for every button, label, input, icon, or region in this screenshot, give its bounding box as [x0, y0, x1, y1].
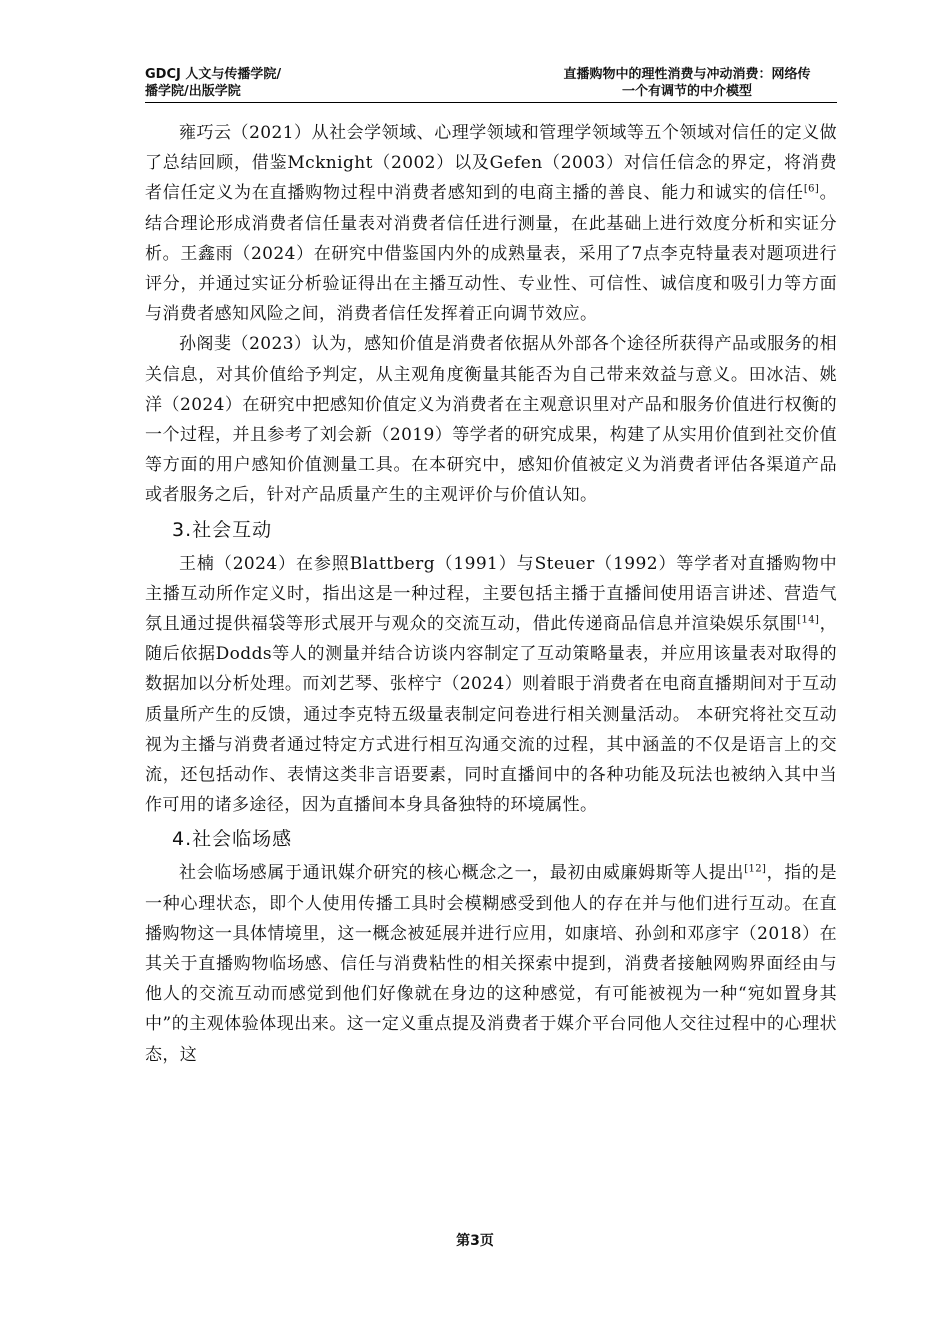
paragraph-perceived-value: 孙阁斐（2023）认为，感知价值是消费者依据从外部各个途径所获得产品或服务的相关信息，对其价值给予判定，从主观角度衡量其能否为自己带来效益与意义。田冰洁、姚洋（2024）在研究中把感知价值定义为消费者在主观意识里对产品和服务价值进行权衡的一个过程，并且参考了刘会新（2019）等学者的研究成果，构建了从实用价值到社交价值等方面的用户感知价值测量工具。在本研究中，感知价值被定义为消费者评估各渠道产品或者服务之后，针对产品质量产生的主观评价与价值认知。	[145, 334, 837, 506]
paragraph-trust-text-b: 。结合理论形成消费者信任量表对消费者信任进行测量，在此基础上进行效度分析和实证分析。王鑫雨（2024）在研究中借鉴国内外的成熟量表，采用了7点李克特量表对题项进行评分，并通过实证分析验证得出在主播互动性、专业性、可信性、诚信度和吸引力等方面与消费者感知风险之间，消费者信任发挥着正向调节效应。	[145, 183, 837, 325]
header-institution	[145, 66, 325, 100]
paragraph-presence-text-b: ，指的是一种心理状态，即个人使用传播工具时会模糊感受到他人的存在并与他们进行互动。在直播购物这一具体情境里，这一概念被延展并进行应用，如康培、孙剑和邓彦宇（2018）在其关于直播购物临场感、信任与消费粘性的相关探索中提到，消费者接触网购界面经由与他人的交流互动而感觉到他们好像就在身边的这种感觉，有可能被视为一种“宛如置身其中”的主观体验体现出来。这一定义重点提及消费者于媒介平台同他人交往过程中的心理状态，这	[145, 863, 837, 1065]
paragraph-trust	[145, 118, 837, 329]
paragraph-social-presence	[145, 858, 837, 1069]
paragraph-trust-text-a: 雍巧云（2021）从社会学领域、心理学领域和管理学领域等五个领域对信任的定义做了总结回顾，借鉴Mcknight（2002）以及Gefen（2003）对信任信念的界定，将消费者信任定义为在直播购物过程中消费者感知到的电商主播的善良、能力和诚实的信任	[145, 123, 837, 204]
paragraph-interaction-text-a: 王楠（2024）在参照Blattberg（1991）与Steuer（1992）等学者对直播购物中主播互动所作定义时，指出这是一种过程，主要包括主播于直播间使用语言讲述、营造气氛且通过提供福袋等形式展开与观众的交流互动，借此传递商品信息并渲染娱乐氛围	[145, 553, 837, 635]
citation-ref-6: [6]	[803, 183, 820, 195]
page-header	[145, 66, 837, 103]
paragraph-interaction-text-b: ，随后依据Dodds等人的测量并结合访谈内容制定了互动策略量表，并应用该量表对取得的数据加以分析处理。而刘艺琴、张梓宁（2024）则着眼于消费者在电商直播期间对于互动质量所产生的反馈，通过李克特五级量表制定问卷进行相关测量活动。 本研究将社交互动视为主播与消费者通过特定方式进行相互沟通交流的过程，其中涵盖的不仅是语言上的交流，还包括动作、表情这类非言语要素，同时直播间中的各种功能及玩法也被纳入其中当作可用的诸多途径，因为直播间本身具备独特的环境属性。	[145, 614, 837, 816]
page-number: 第3页	[456, 1233, 494, 1249]
paragraph-presence-text-a: 社会临场感属于通讯媒介研究的核心概念之一，最初由威廉姆斯等人提出	[179, 863, 745, 884]
header-title-line1: 直播购物中的理性消费与冲动消费：网络传	[563, 67, 811, 82]
section-heading-social-presence: 4.社会临场感	[172, 828, 293, 851]
body-text	[145, 118, 837, 1070]
header-paper-title	[537, 66, 837, 100]
header-institution-line2: 播学院/出版学院	[145, 84, 241, 99]
citation-ref-14: [14]	[797, 614, 820, 626]
citation-ref-12: [12]	[744, 863, 767, 875]
paragraph-social-interaction	[145, 549, 837, 821]
section-heading-social-interaction: 3.社会互动	[172, 518, 273, 541]
header-title-line2: 一个有调节的中介模型	[621, 84, 752, 99]
header-institution-line1: GDCJ 人文与传播学院/	[145, 67, 282, 82]
